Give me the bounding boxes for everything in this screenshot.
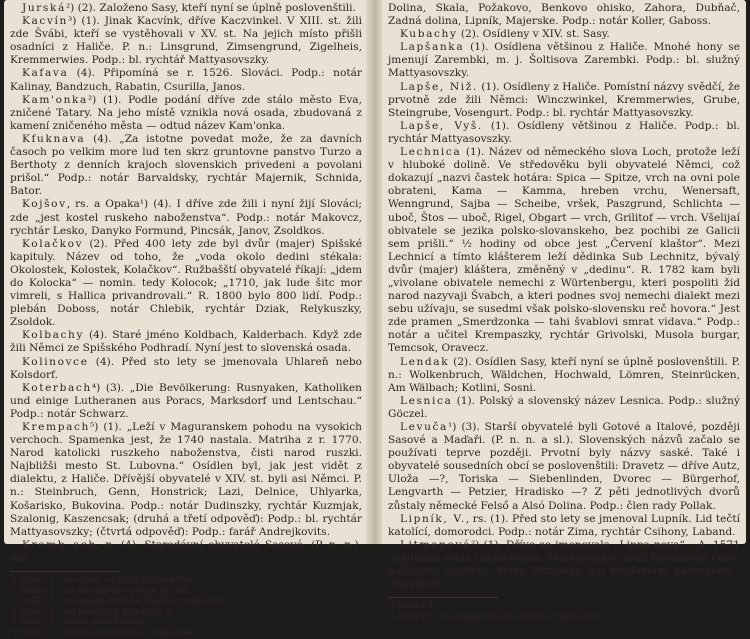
entry-text: (4). „Za istotne povedat može, že za davních časoch po velkim more lud ten skrz gruntovne panstvo Turzo a Berthoty z denních krajoch slovenskich privedeni a povolani prišol.“ Podp.: notár Barvaldsky, rychtár Majernik, Schnida, Bator. [10,132,362,198]
entry-paragraph [10,94,362,133]
entry-heading: Lechnica [400,146,462,159]
entry-paragraph [10,382,362,421]
entry-paragraph [388,513,740,539]
entry-heading: Kam'onka [22,93,88,106]
entry-heading: Kolinovce [22,355,89,368]
footnote: ¹) Není v L. [388,601,438,612]
entry-heading: Kojšov [22,198,67,211]
entry-text: (4). Před sto lety se jmenovala Uhlareň nebo Kolsdorf. [10,355,362,381]
entry-paragraph [388,539,740,591]
entry-paragraph [388,120,740,146]
left-page-text [10,2,362,565]
entry-text: (4). Staré jméno Koldbach, Kalderbach. Když zde žili Němci ze Spišského Podhradí. Nyní jest to slovenská osada. [10,329,362,355]
entry-text: , rs. (1). Před sto lety se jmenoval Lupník. Lid tečtí katolící, domorodci. Podp.: notár Zima, rychtár Csihony, Laband. [388,512,740,538]
entry-heading: Krempach [22,421,90,433]
entry-text: (2). Osídleny v XIV. st. Sasy. [457,28,610,41]
entry-text: (3). „Die Bevölkerung: Rusnyaken, Katholiken und einige Lutheranen aus Poracs, Marksdorf und Lentschau.“ Podp.: notár Schwarz. [10,381,362,420]
entry-text: (1). „Leží v Maguranskem pohodu na vysokich verchoch. Spamenka jest, že 1740 nastala. Matriha z r. 1770. Narod katolicki ruszkeho naboženstva, čisti narod ruszki. Najbližši mesto St. Lubovna.“ Osídlen byl, jak jest vidět z dialektu, z Haliče. Dřívější obyvatelé v XIV. st. byli asi Němci. P. n.: Steinbruch, Genn, Honstrick; Lazi, Delnice, Uhlyarka, Košarisko, Bukovina. Podp.: notár Dudinszky, rychtár Kuzmjak, Szalonig, Kaszencsak; (druhá a třetí odpověď): Podp.: bl. rychtár Mattyasovszky; (čtvrtá odpověď): Podp.: farář Andrejkovits. [10,421,362,538]
entry-text: (1). Dříve se jmenovala „Lippa nova“. „A. 1571 capitanus arcis Lubloviensis, Matejovszky, dedit facultatem certo galliciano sculteto, Petro Viszlocky, qui fundaverat parochiam.“ Obyvatelé [388,538,740,591]
right-page-text [388,2,740,591]
entry-paragraph [10,2,362,15]
footnote-mark: ²) [65,2,75,14]
entry-heading: Lapšanka [400,41,465,54]
footnote-rule [10,571,120,572]
left-page-footnotes [10,575,362,639]
footnote-mark: ⁴) [91,381,101,394]
entry-heading: Lesnica [400,394,453,407]
entry-paragraph [388,2,740,28]
entry-text: (1). Osídleny z Haliče. Pomístní názvy svědčí, že prvotně zde žili Němci: Winczwinkel, Kremmerwies, Grube, Steingrube, Vosengurt. Podp.: bl. rychtár Mattyasovszky. [388,80,740,119]
footnote-mark: ²) [470,538,480,551]
entry-heading: Lapše, Vyš. [400,119,483,132]
entry-heading: Koterbach [22,381,92,394]
entry-heading: Lapše, Niž. [400,80,478,93]
entry-paragraph [388,356,740,395]
entry-paragraph [10,133,362,198]
entry-paragraph [388,395,740,421]
entry-text: (1). Podle podání dříve zde stálo město Eva, zničené Tatary. Na jeho místě vznikla nová osada, zbudovaná z kamení zničeného města — odtud název Kam'onka. [10,93,362,132]
entry-text: (3). Starší obyvatelé byli Gotové a Italové, později Sasové a Maďaři. (P. n. n. a sl.). Slovenských názvů začalo se používati teprve později. Prvotní byly názvy saské. Také i obyvatelé sousedních obcí se poslovenštili: Dravetz — dříve Autz, Uloža —?, Toriska — Siebenlinden, Dvorec — Bürgerhof, Lengvarth — Petzier, Hradisko —? Z pěti jednotlivých dvorů zůstaly německé Felső a Alsó Dolina. Podp.: člen rady Pollak. [388,421,740,512]
footnote: ¹) Není v L.: na sever od obce Krížová Ves. [10,575,195,586]
entry-paragraph [10,421,362,539]
entry-paragraph [388,146,740,356]
entry-paragraph [10,15,362,67]
right-page-footnotes [388,601,740,622]
entry-heading: Lendak [400,355,450,368]
book-gutter [366,0,382,544]
right-page [388,2,740,622]
footnote-mark: ⁵) [89,421,99,433]
entry-paragraph [10,198,362,237]
entry-heading: Litmanová [400,538,471,551]
entry-paragraph [388,41,740,80]
entry-paragraph [10,329,362,355]
entry-text: (1). Polský a slovenský název Lesnica. Podp.: služný Göczel. [388,394,740,420]
entry-heading: Kubachy [400,28,458,41]
entry-text: (1). Název od německého slova Loch, protože leží v hluboké dolině. Ve středověku byli obyvatelé Němci, což dokazují „nazvi častek hotára: Spica — Spitze, vrch na ovni pole obrateni, Kama — Kamma, hreben vrchu, Wenersaft, Wenngrund, Sajba — Scheibe, vršek, Paszgrund, Schlichta — uboč, Štos — uboč, Rigel, Obgart — vrch, Grilitof — vrch. Všelijaí obivatele se jezika polsko-slovanskeho, bez pochibi ze Galicii sem prišli.“ ½ hodiny od obce jest „Červení klaštor“. Mezi Lechnicí a tímto klášterem leží dědinka Sub Lechnitz, bývalý dvůr (majer) kláštera, změněný v „dedinu“. R. 1782 kam byli „vivolane obivatele nemechi z Würtenbergu, kteri pospoliti žid narod nazyvaji Švabch, a kteri podnes svoj nemechi dialekt mezi sebu užívaju, se susedmi však polsko-slovensku reč hovora.“ Jest zde pramen „Smerdzonka — tahi švablovi smrat vidava.“ Podp.: notár a učitel Krempaszky, rychtár Grivolski, Musola burgar, Temcsok, Oravecz. [388,146,740,355]
entry-text: (1). Osídlena většinou z Haliče. Mnohé hony se jmenují Zarembki, m. j. Šoltisova Zarembki. Podp.: bl. služný Mattyasovszky. [388,41,740,80]
entry-heading: Lipník, V. [400,512,466,525]
footnote: ²) Není v L.: na západ od obce Sulina; ruská obec. [388,611,606,622]
entry-heading: Jurská [22,2,66,14]
entry-text: (1). Jinak Kacvínk, dříve Kaczvinkel. V XIII. st. žili zde Švábi, kteří se vystěhovali v XV. st. Na jejich místo přišli osadníci z Haliče. P. n.: Linsgrund, Zimsengrund, Zigelheis, Kremmerwies. Podp.: bl. rychtář Mattyasovszky. [10,15,362,67]
footnote-mark: ²) [87,93,97,106]
footnote-mark: ¹) [447,421,457,433]
entry-heading: Kolbachy [22,329,85,342]
entry-text: (1). Osídleny většinou z Haliče. Podp.: bl. rychtár Mattyasovszky. [388,119,740,145]
entry-paragraph [10,356,362,382]
footnote: ³) Není v L.: na západ od obce Oráňny; ruská obec. [10,596,232,607]
footnote-mark: ³) [67,15,77,28]
entry-text: (2). Založeno Sasy, kteří nyní se úplně poslovenštili. [74,2,356,14]
entry-text: , n. (4). Starodávní obyvatelé Sasové. (P. n. n.), ale: [10,538,362,564]
entry-heading: Kolačkov [22,237,84,250]
entry-paragraph [388,421,740,513]
entry-paragraph [10,67,362,93]
entry-paragraph [10,539,362,565]
footnote: ⁴) Není v L.: na hranicích Abaújské st. [10,606,175,617]
footnote: ⁶) Není v L.: vedle obce Sulina; ruská obec. [10,628,198,638]
entry-paragraph [10,238,362,330]
entry-text: , rs. a Opaka¹) (4). I dříve zde žili i nyní žijí Slováci; zde „jest kostel ruskeho naboženstva“. Podp.: notár Makovcz, rychtár Lesko, Danyko Formund, Pincsák, Janov, Zsoldkos. [10,198,362,237]
entry-text: Dolina, Skala, Požakovo, Benkovo ohisko, Zahora, Dubňač, Zadná dolina, Lipník, Majerske. Podp.: notár Koller, Gaboss. [388,2,740,28]
entry-text: (4). Připomíná se r. 1526. Slováci. Podp.: notár Kalinay, Bandzuch, Rabatin, Csurilla, Janos. [10,67,362,93]
footnote: ⁵) Není v L.: vedle obce Porače. [10,617,147,628]
book-spread [4,0,746,638]
footnote-rule [388,597,498,598]
entry-heading: Kromb ach [22,538,97,551]
left-page [10,2,362,639]
entry-paragraph [388,28,740,41]
entry-heading: Kafava [22,67,69,80]
entry-text: (2). Před 400 lety zde byl dvůr (majer) Spišské kapituly. Název od toho, že „voda okolo dedini stékala: Okolostek, Kolostek, Kolačkov“. Ružbašští obyvatelé říkají: „jdem do Kolocka“ — nomin. tedy Kolocok; „1710, jak lude šitc mor vimreli, s Hallica privandrovali.“ R. 1800 bylo 800 lidí. Podp.: plebán Doboss, notár Chlebik, rychtár Dziak, Relykuszky, Zsoldok. [10,237,362,329]
entry-text: (2). Osídlen Sasy, kteří nyní se úplně poslovenštili. P. n.: Wolkenbruch, Wäldchen, Hochwald, Lömren, Steinrücken, Am Wälbach; Kotlini, Sosni. [388,355,740,394]
entry-heading: Kfuknava [22,132,86,145]
entry-heading: Levuča [400,421,448,433]
entry-paragraph [388,81,740,120]
entry-heading: Kacvín [22,15,68,28]
footnote: ²) Není v L.: na jihozápad od obce Sv. Vis. [10,585,191,596]
